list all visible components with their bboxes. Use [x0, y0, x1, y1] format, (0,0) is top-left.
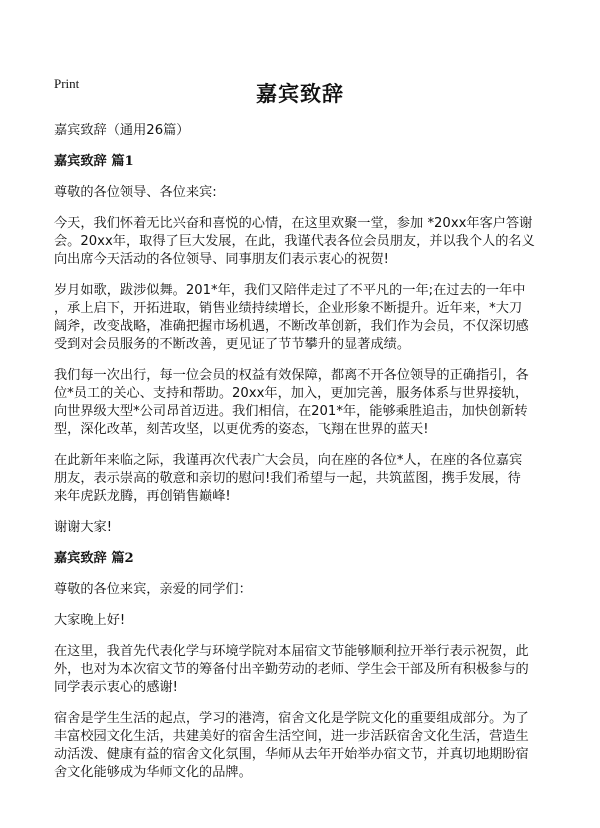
print-link[interactable]: Print	[54, 76, 80, 91]
text-line: 向出席今天活动的各位领导、同事朋友们表示衷心的祝贺!	[54, 252, 389, 267]
paragraph	[54, 282, 554, 354]
section-heading: 嘉宾致辞 篇2	[54, 551, 134, 566]
text-line: 大家晚上好!	[54, 613, 126, 628]
text-line: 会。20xx年，取得了巨大发展，在此，我谨代表各位会员朋友，并以我个人的名义	[54, 234, 535, 249]
text-line: 位*员工的关心、支持和帮助。20xx年，加入，更加完善，服务体系与世界接轨，	[54, 386, 529, 401]
paragraph	[54, 519, 554, 537]
text-line: 受到对会员服务的不断改善，更见证了节节攀升的显著成绩。	[54, 337, 411, 352]
paragraph	[54, 452, 554, 506]
page-title: 嘉宾致辞	[256, 82, 344, 106]
text-line: 岁月如歌，跋涉似舞。201*年，我们又陪伴走过了不平凡的一年;在过去的一年中	[54, 283, 526, 298]
paragraph	[54, 581, 554, 599]
paragraph	[54, 643, 554, 697]
text-line: 同学表示衷心的感谢!	[54, 680, 178, 695]
sections	[54, 153, 554, 782]
paragraph	[54, 367, 554, 439]
text-line: 舍文化能够成为华师文化的品牌。	[54, 765, 252, 780]
text-line: 在这里，我首先代表化学与环境学院对本届宿文节能够顺利拉开举行表示祝贺，此	[54, 644, 529, 659]
text-line: 朋友，表示崇高的敬意和亲切的慰问!我们希望与一起，共筑蓝图，携手发展，待	[54, 471, 521, 486]
text-line: 尊敬的各位来宾，亲爱的同学们：	[54, 582, 252, 597]
text-line: 宿舍是学生生活的起点，学习的港湾，宿舍文化是学院文化的重要组成部分。为了	[54, 711, 529, 726]
text-line: 谢谢大家!	[54, 520, 113, 535]
paragraph	[54, 612, 554, 630]
text-line: 向世界级大型*公司昂首迈进。我们相信，在201*年，能够乘胜追击，加快创新转	[54, 404, 528, 419]
text-line: ，承上启下，开拓进取，销售业绩持续增长，企业形象不断提升。近年来，*大刀	[54, 301, 523, 316]
section-heading: 嘉宾致辞 篇1	[54, 154, 134, 169]
text-line: 在此新年来临之际，我谨再次代表广大会员，向在座的各位*人，在座的各位嘉宾	[54, 453, 523, 468]
paragraph	[54, 184, 554, 202]
paragraph	[54, 710, 554, 782]
text-line: 动活泼、健康有益的宿舍文化氛围，华师从去年开始举办宿文节，并真切地期盼宿	[54, 747, 529, 762]
document-body	[54, 122, 554, 795]
text-line: 今天，我们怀着无比兴奋和喜悦的心情，在这里欢聚一堂，参加 *20xx年客户答谢	[54, 216, 533, 231]
text-line: 我们每一次出行，每一位会员的权益有效保障，都离不开各位领导的正确指引，各	[54, 368, 529, 383]
text-line: 丰富校园文化生活，共建美好的宿舍生活空间，进一步活跃宿舍文化生活，营造生	[54, 729, 529, 744]
text-line: 型，深化改革，刻苦攻坚，以更优秀的姿态，飞翔在世界的蓝天!	[54, 422, 429, 437]
paragraph	[54, 215, 554, 269]
text-line: 阔斧，改变战略，准确把握市场机遇，不断改革创新，我们作为会员，不仅深切感	[54, 319, 529, 334]
text-line: 外，也对为本次宿文节的筹备付出辛勤劳动的老师、学生会干部及所有积极参与的	[54, 662, 529, 677]
text-line: 尊敬的各位领导、各位来宾:	[54, 185, 217, 200]
document-subtitle: 嘉宾致辞（通用26篇）	[54, 123, 190, 138]
text-line: 来年虎跃龙腾，再创销售巅峰!	[54, 489, 231, 504]
